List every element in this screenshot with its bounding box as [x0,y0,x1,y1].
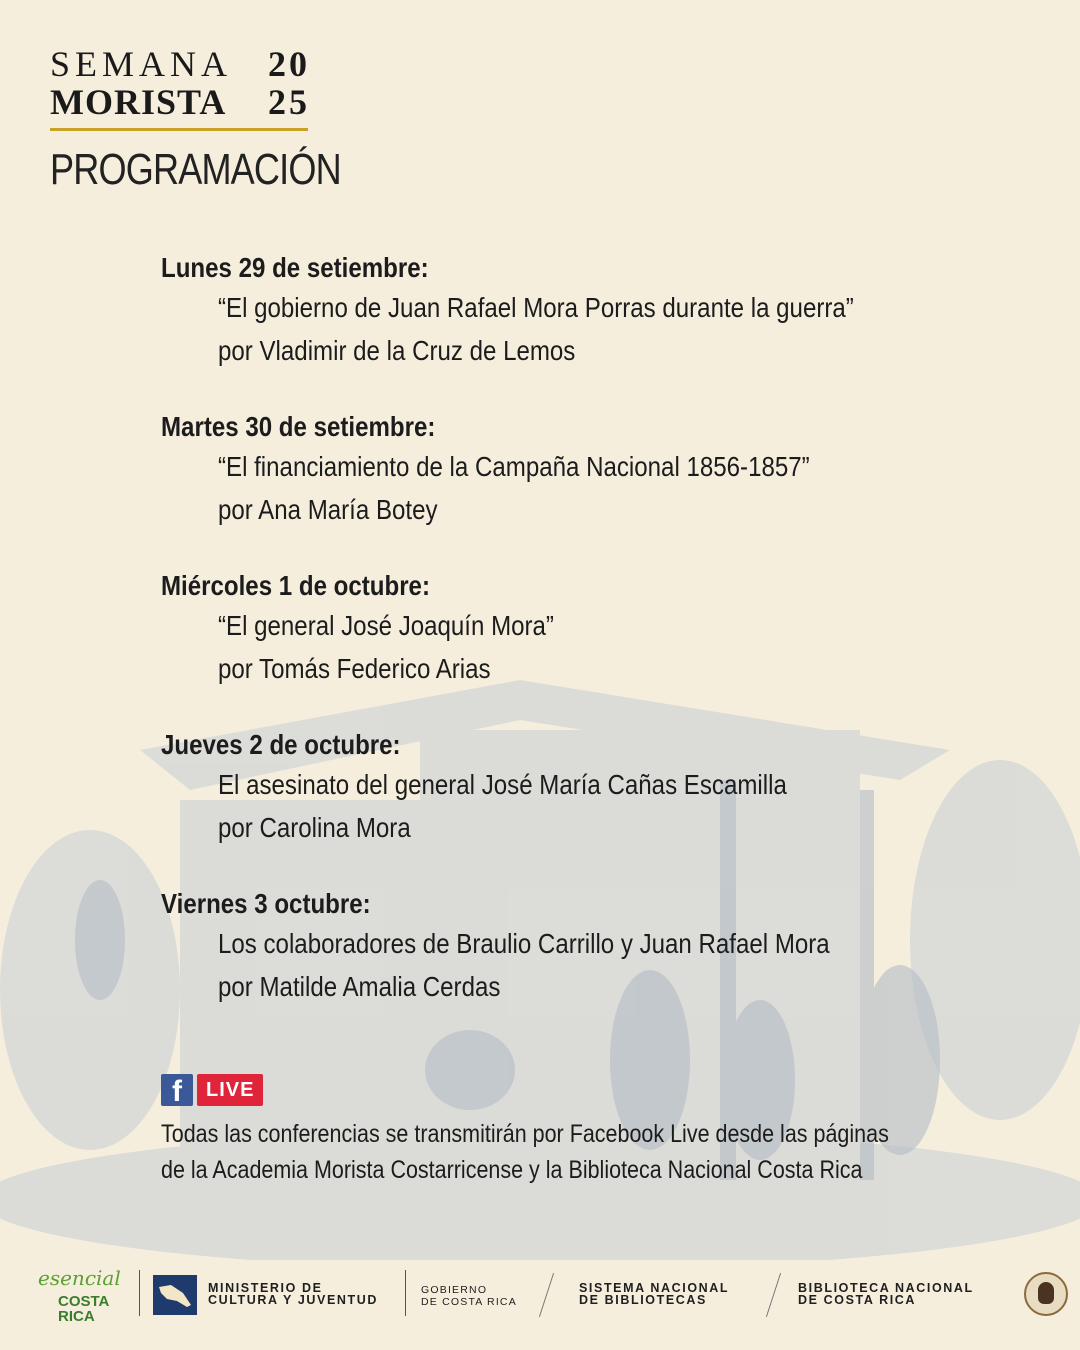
org-line: DE BIBLIOTECAS [579,1293,707,1307]
event-item [161,568,1021,690]
program-list [161,250,1021,1045]
event-day: Lunes 29 de setiembre: [161,252,429,283]
event-item [161,409,1021,531]
gold-divider [50,128,308,131]
academia-morista-seal-icon [1024,1272,1068,1316]
footer-slash-divider [766,1273,781,1317]
streaming-notice [161,1116,1061,1188]
event-speaker: por Vladimir de la Cruz de Lemos [218,335,576,366]
event-talk-title: “El financiamiento de la Campaña Nacional 1856-1857” [218,451,810,482]
footer-divider [405,1270,406,1316]
event-speaker: por Matilde Amalia Cerdas [218,971,501,1002]
event-item [161,250,1021,372]
title-row-2 [50,84,310,120]
title-year-25: 25 [268,82,310,122]
esencial-costa-rica-text [58,1294,109,1324]
org-line: DE COSTA RICA [421,1296,517,1308]
gobierno-logo [421,1284,517,1308]
notice-line: de la Academia Morista Costarricense y la Biblioteca Nacional Costa Rica [161,1156,863,1184]
live-label: LIVE [197,1074,263,1106]
event-title [50,44,341,195]
event-day: Miércoles 1 de octubre: [161,570,430,601]
event-speaker: por Ana María Botey [218,494,438,525]
event-talk-title: Los colaboradores de Braulio Carrillo y Juan Rafael Mora [218,928,830,959]
org-line: MINISTERIO DE [208,1281,323,1295]
footer-slash-divider [539,1273,554,1317]
event-day: Viernes 3 octubre: [161,888,371,919]
org-line: CULTURA Y JUVENTUD [208,1293,379,1307]
costa-rica-map-icon [153,1275,197,1315]
facebook-live-badge [161,1074,263,1106]
sinabi-logo [579,1282,729,1306]
footer-logos [0,1258,1080,1338]
event-day: Jueves 2 de octubre: [161,729,401,760]
event-talk-title: “El general José Joaquín Mora” [218,610,554,641]
event-speaker: por Carolina Mora [218,812,411,843]
portrait-icon [1038,1282,1054,1304]
event-day: Martes 30 de setiembre: [161,411,436,442]
event-talk-title: El asesinato del general José María Cañas Escamilla [218,769,787,800]
esencial-script: esencial [38,1266,121,1290]
esencial-line: COSTA [58,1293,110,1310]
footer-divider [139,1270,140,1316]
org-line: DE COSTA RICA [798,1293,917,1307]
title-row-1 [50,46,310,82]
title-year-20: 20 [268,44,310,84]
page-subtitle: PROGRAMACIÓN [50,145,341,194]
event-talk-title: “El gobierno de Juan Rafael Mora Porras durante la guerra” [218,292,854,323]
event-item [161,727,1021,849]
notice-line: Todas las conferencias se transmitirán por Facebook Live desde las páginas [161,1120,889,1148]
ministerio-cultura-logo [208,1282,378,1306]
org-line: GOBIERNO [421,1284,488,1296]
org-line: BIBLIOTECA NACIONAL [798,1281,974,1295]
event-speaker: por Tomás Federico Arias [218,653,491,684]
biblioteca-nacional-logo [798,1282,974,1306]
facebook-icon: f [161,1074,193,1106]
esencial-costa-rica-logo [20,1266,130,1326]
title-word-semana: SEMANA [50,44,233,84]
esencial-line: RICA [58,1308,95,1325]
title-word-morista: MORISTA [50,82,227,122]
event-item [161,886,1021,1008]
org-line: SISTEMA NACIONAL [579,1281,730,1295]
